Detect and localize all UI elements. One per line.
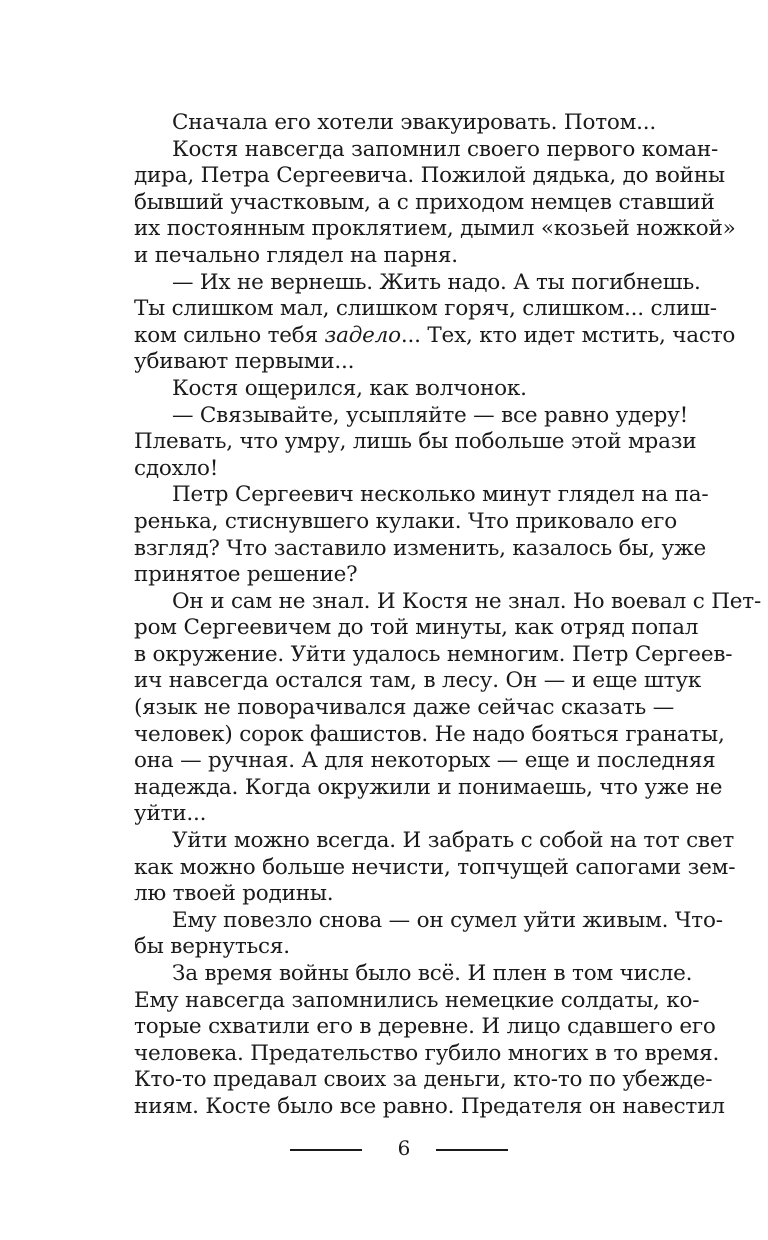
text-line: человек) сорок фашистов. Не надо бояться гранаты, xyxy=(134,721,725,747)
paragraph xyxy=(134,376,674,403)
text-line: — Связывайте, усыпляйте — все равно удеру! xyxy=(172,402,689,428)
paragraph xyxy=(134,110,674,137)
paragraph xyxy=(134,588,762,828)
text-line: она — ручная. А для некоторых — еще и последняя xyxy=(134,748,716,774)
text-line: ич навсегда остался там, в лесу. Он — и еще штук xyxy=(134,668,702,694)
italic-word: задело xyxy=(324,322,401,348)
text-line: ренька, стиснувшего кулаки. Что приковало его xyxy=(134,508,677,534)
text-line: убивают первыми... xyxy=(134,349,355,375)
text-line: взгляд? Что заставило изменить, казалось бы, уже xyxy=(134,535,707,561)
paragraph xyxy=(134,402,697,483)
text-line: надежда. Когда окружили и понимаешь, что уже не xyxy=(134,774,723,800)
text-line: ром Сергеевичем до той минуты, как отряд попал xyxy=(134,615,699,641)
text-line: Костя ощерился, как волчонок. xyxy=(172,375,527,401)
text-line: За время войны было всё. И плен в том числе. xyxy=(172,961,693,986)
text-line: лю твоей родины. xyxy=(134,881,334,907)
paragraph xyxy=(134,828,736,908)
page-number: 6 xyxy=(397,1136,411,1160)
text-line: как можно больше нечисти, топчущей сапогами зем- xyxy=(134,854,736,880)
text-line: сдохло! xyxy=(134,455,219,481)
text-line: Костя навсегда запомнил своего первого коман- xyxy=(172,136,719,162)
text-line: бывший участковым, а с приходом немцев ставший xyxy=(134,189,715,215)
text-line: Ты слишком мал, слишком горяч, слишком... слиш- xyxy=(134,296,717,322)
paragraph xyxy=(134,907,723,961)
paragraph xyxy=(134,269,736,376)
text-line: в окружение. Уйти удалось немногим. Петр Сергеев- xyxy=(134,641,733,667)
text-line: и печально глядел на парня. xyxy=(134,242,458,268)
text-line: человека. Предательство губило многих в то время. xyxy=(134,1040,720,1066)
text-line: торые схватили его в деревне. И лицо сдавшего его xyxy=(134,1014,716,1040)
text-line: Ему навсегда запомнились немецкие солдаты, ко- xyxy=(134,987,700,1013)
text-line: Сначала его хотели эвакуировать. Потом... xyxy=(172,110,657,135)
text-line: Петр Сергеевич несколько минут глядел на па- xyxy=(172,482,709,508)
page-body xyxy=(134,110,762,1121)
paragraph xyxy=(134,482,709,588)
text-line: ниям. Косте было все равно. Предателя он навестил xyxy=(134,1093,725,1119)
text-line: уйти... xyxy=(134,801,207,827)
page-footer xyxy=(0,1135,768,1165)
footer-rule-right xyxy=(436,1149,508,1151)
text-line: бы вернуться. xyxy=(134,934,290,960)
text-line: Ему повезло снова — он сумел уйти живым. Что- xyxy=(172,907,723,933)
text-line: дира, Петра Сергеевича. Пожилой дядька, до войны xyxy=(134,163,725,189)
footer-rule-left xyxy=(290,1149,362,1151)
text-line: Плевать, что умру, лишь бы побольше этой мрази xyxy=(134,429,697,455)
paragraph xyxy=(134,961,725,1121)
text-line: их постоянным проклятием, дымил «козьей ножкой» xyxy=(134,216,736,242)
text-line: Уйти можно всегда. И забрать с собой на тот свет xyxy=(172,828,735,854)
text-line: (язык не поворачивался даже сейчас сказать — xyxy=(134,695,674,721)
text-line: — Их не вернешь. Жить надо. А ты погибнешь. xyxy=(172,269,701,295)
paragraph xyxy=(134,136,736,270)
text-line: Он и сам не знал. И Костя не знал. Но воевал с Пет- xyxy=(172,588,762,614)
text-line: ком сильно тебя задело... Тех, кто идет мстить, часто xyxy=(134,322,736,348)
text-line: принятое решение? xyxy=(134,562,358,588)
text-line: Кто-то предавал своих за деньги, кто-то по убежде- xyxy=(134,1067,713,1093)
